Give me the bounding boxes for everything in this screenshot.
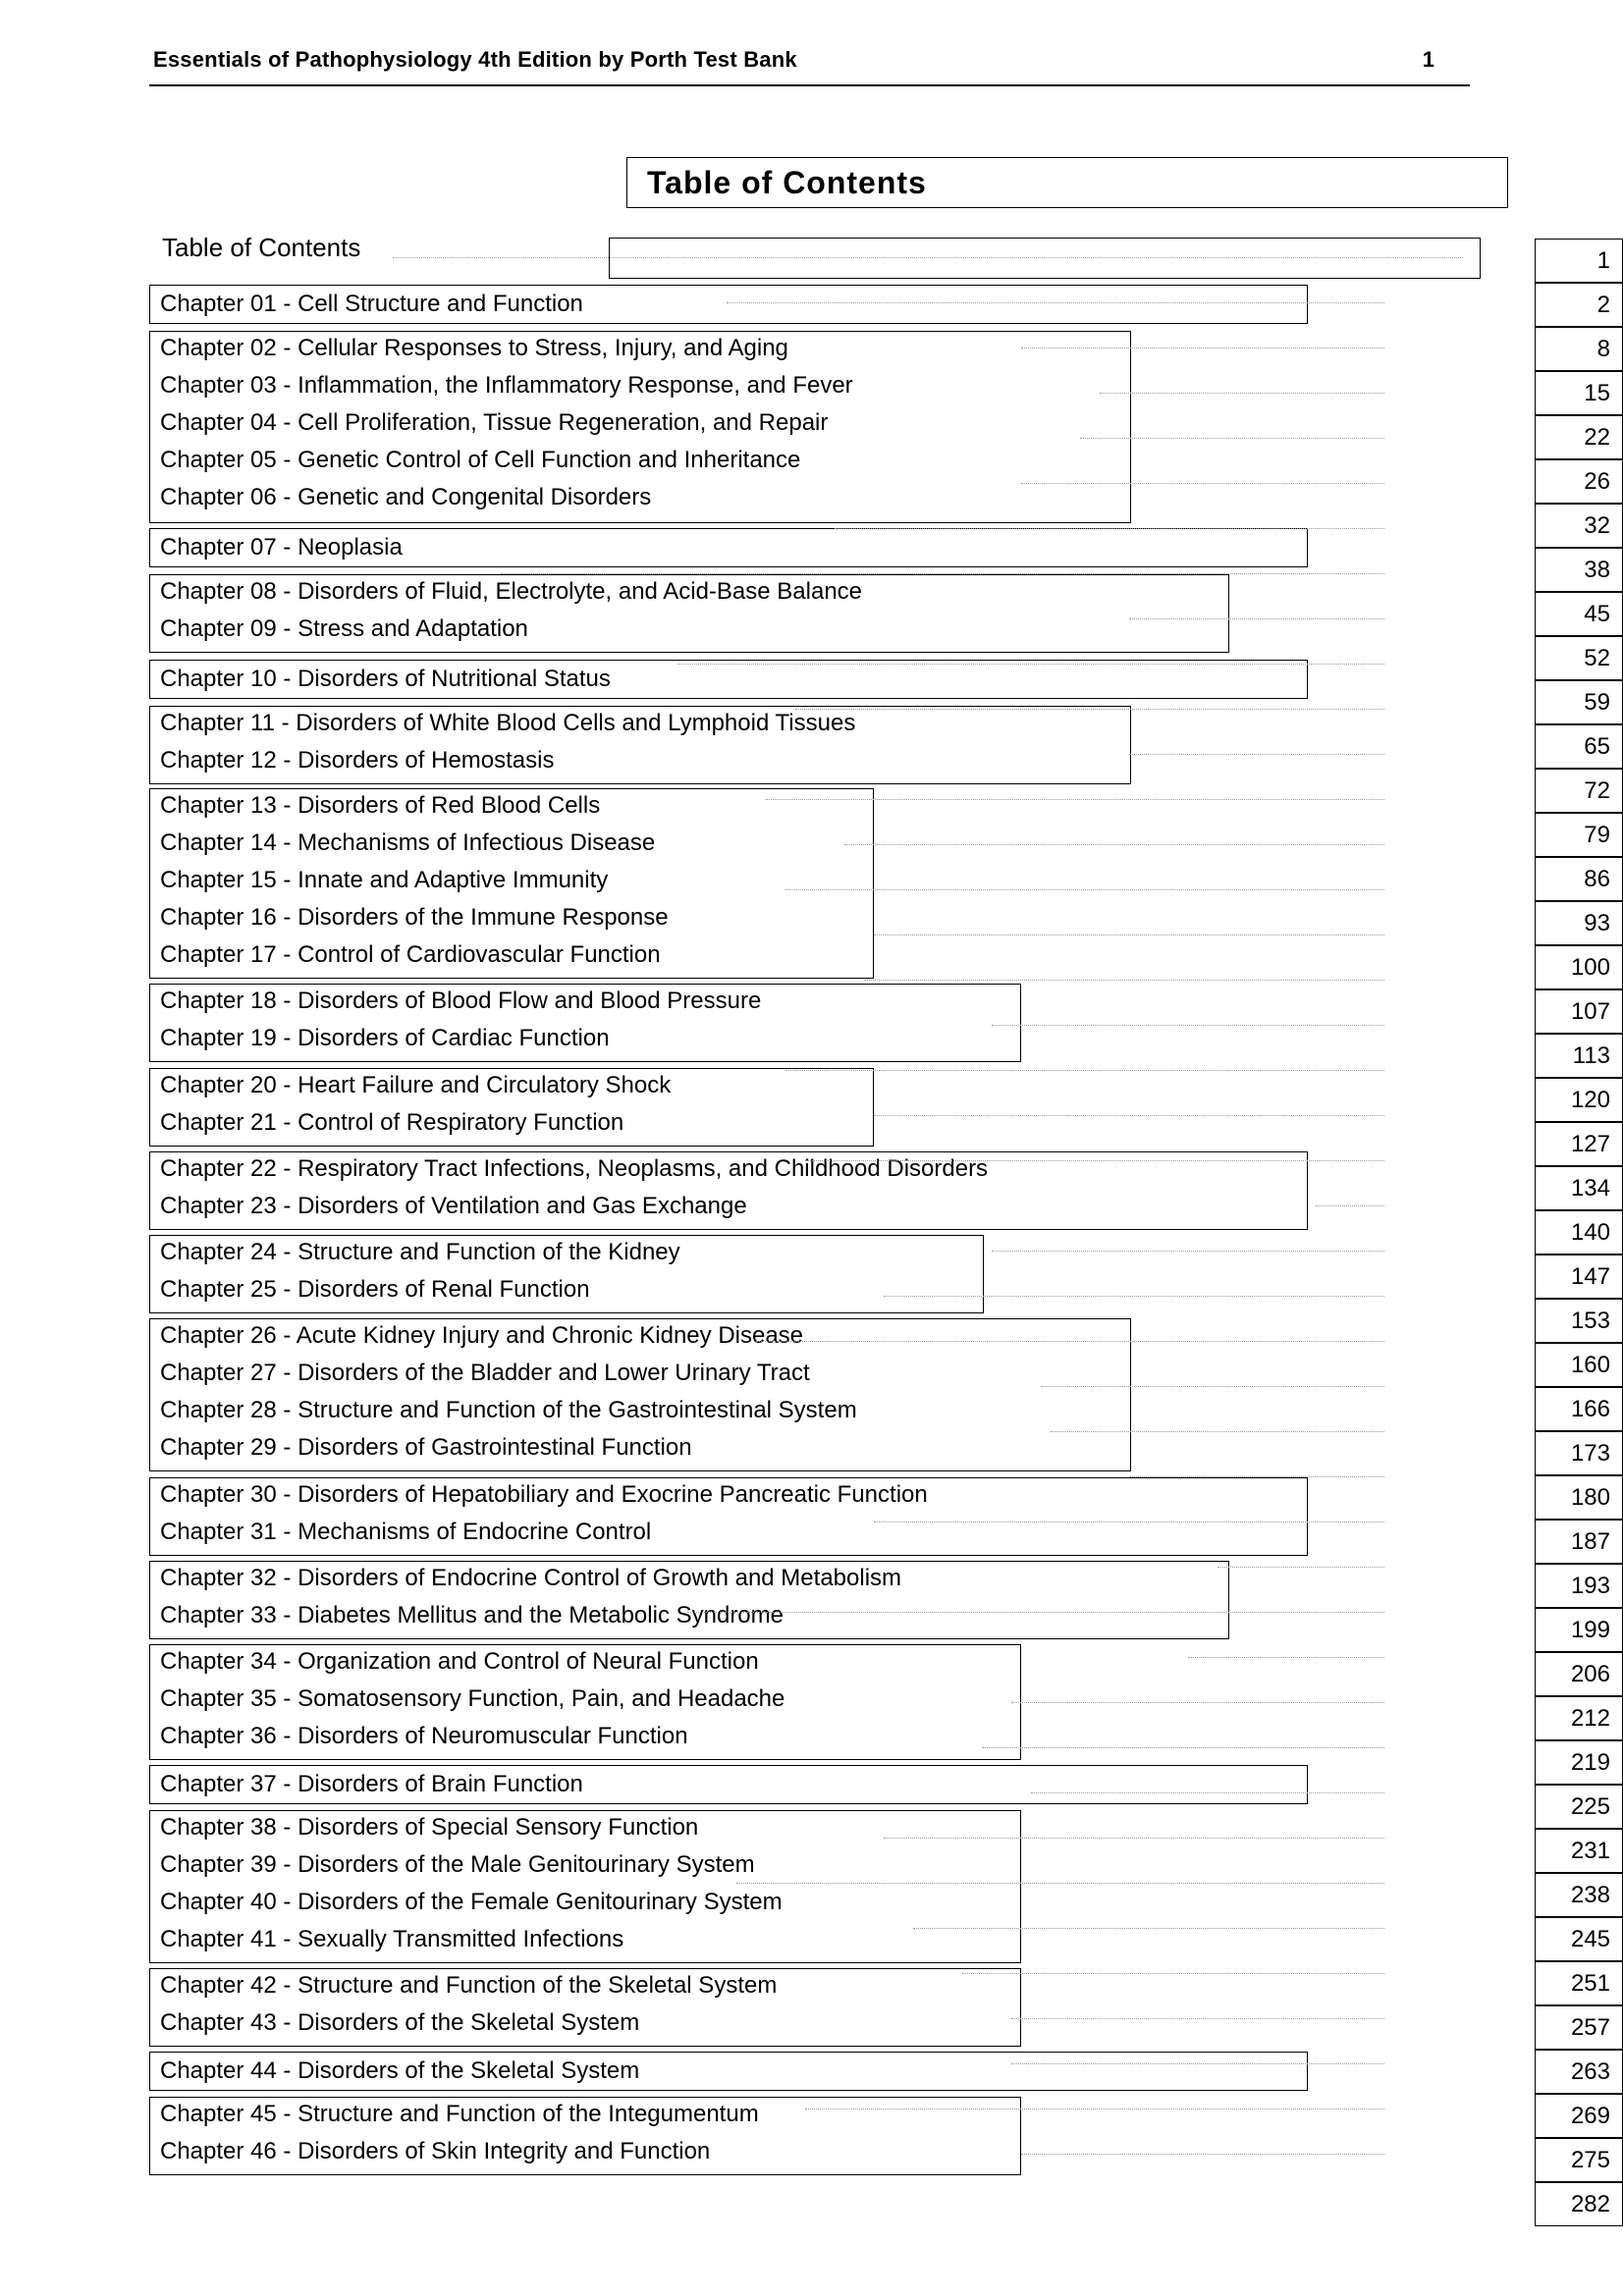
toc-entry-label[interactable]: Chapter 12 - Disorders of Hemostasis [160, 747, 555, 774]
toc-entry-label[interactable]: Chapter 33 - Diabetes Mellitus and the Metabolic Syndrome [160, 1602, 784, 1629]
leader-line [795, 709, 1384, 710]
toc-page-number: 2 [1535, 283, 1623, 327]
toc-entry-label[interactable]: Chapter 28 - Structure and Function of the Gastrointestinal System [160, 1397, 857, 1423]
toc-page-number: 269 [1535, 2094, 1623, 2138]
toc-entry-label[interactable]: Chapter 09 - Stress and Adaptation [160, 615, 528, 642]
toc-page-number: 231 [1535, 1829, 1623, 1873]
leader-line [913, 1928, 1384, 1929]
toc-self-label: Table of Contents [162, 233, 361, 262]
leader-line [1041, 1386, 1384, 1387]
page-title: Table of Contents [647, 164, 927, 200]
toc-entry-label[interactable]: Chapter 05 - Genetic Control of Cell Function and Inheritance [160, 447, 801, 473]
toc-page-number: 238 [1535, 1873, 1623, 1917]
toc-group [149, 706, 1131, 784]
leader-line [727, 302, 1384, 303]
toc-group [149, 1968, 1021, 2047]
toc-entry-label[interactable]: Chapter 19 - Disorders of Cardiac Function [160, 1025, 610, 1051]
toc-entry-label[interactable]: Chapter 21 - Control of Respiratory Function [160, 1109, 624, 1136]
toc-entry-label[interactable]: Chapter 38 - Disorders of Special Sensory Function [160, 1814, 699, 1841]
leader-line [835, 528, 1384, 529]
leader-line [844, 844, 1384, 845]
toc-page-number: 22 [1535, 415, 1623, 459]
toc-page-number: 263 [1535, 2050, 1623, 2094]
toc-self-box [609, 238, 1481, 279]
leader-line [982, 1747, 1384, 1748]
toc-entry-label[interactable]: Chapter 03 - Inflammation, the Inflammatory Response, and Fever [160, 372, 853, 399]
toc-page-number: 1 [1535, 239, 1623, 283]
toc-group [149, 788, 874, 979]
toc-group [149, 574, 1229, 653]
toc-entry-label[interactable]: Chapter 24 - Structure and Function of the Kidney [160, 1239, 680, 1265]
toc-page-number: 257 [1535, 2005, 1623, 2050]
toc-group [149, 1068, 874, 1147]
toc-entry-label[interactable]: Chapter 25 - Disorders of Renal Function [160, 1276, 590, 1303]
toc-entry-label[interactable]: Chapter 30 - Disorders of Hepatobiliary and Exocrine Pancreatic Function [160, 1481, 928, 1508]
toc-page-number: 8 [1535, 327, 1623, 371]
leader-line [874, 934, 1384, 935]
toc-page-number: 45 [1535, 592, 1623, 636]
toc-entry-label[interactable]: Chapter 26 - Acute Kidney Injury and Chronic Kidney Disease [160, 1322, 804, 1349]
toc-page-number: 173 [1535, 1431, 1623, 1475]
toc-page-number: 113 [1535, 1034, 1623, 1078]
leader-line [1011, 1702, 1384, 1703]
toc-entry-label[interactable]: Chapter 23 - Disorders of Ventilation and Gas Exchange [160, 1193, 747, 1219]
toc-entry-label[interactable]: Chapter 17 - Control of Cardiovascular Function [160, 941, 661, 968]
leader-line [1080, 438, 1384, 439]
toc-entry-label[interactable]: Chapter 46 - Disorders of Skin Integrity and Function [160, 2138, 711, 2164]
toc-page-number: 225 [1535, 1785, 1623, 1829]
toc-entry-label[interactable]: Chapter 39 - Disorders of the Male Genitourinary System [160, 1851, 755, 1878]
toc-page-number: 206 [1535, 1652, 1623, 1696]
toc-group [149, 1561, 1229, 1639]
leader-line [1031, 1792, 1384, 1793]
leader-line [884, 1838, 1384, 1839]
leader-line [766, 799, 1384, 800]
toc-page-number: 79 [1535, 813, 1623, 857]
leader-line [992, 1025, 1384, 1026]
toc-page-number: 93 [1535, 901, 1623, 945]
toc-page-number: 199 [1535, 1608, 1623, 1652]
toc-page-number: 180 [1535, 1475, 1623, 1520]
toc-entry-label[interactable]: Chapter 08 - Disorders of Fluid, Electrolyte, and Acid-Base Balance [160, 578, 863, 605]
toc-entry-label[interactable]: Chapter 06 - Genetic and Congenital Disorders [160, 484, 652, 510]
leader-line [884, 1296, 1384, 1297]
toc-entry-label[interactable]: Chapter 14 - Mechanisms of Infectious Disease [160, 829, 656, 856]
toc-page-number: 65 [1535, 724, 1623, 769]
leader-line [874, 1115, 1384, 1116]
toc-entry-label[interactable]: Chapter 31 - Mechanisms of Endocrine Control [160, 1519, 652, 1545]
leader-line [1188, 1657, 1384, 1658]
toc-page-number: 32 [1535, 504, 1623, 548]
leader-line [1129, 754, 1384, 755]
leader-line [1217, 1567, 1384, 1568]
leader-line [1316, 1205, 1384, 1206]
toc-entry-label[interactable]: Chapter 45 - Structure and Function of the Integumentum [160, 2101, 759, 2127]
leader-line [1011, 2018, 1384, 2019]
leader-line [1021, 2154, 1384, 2155]
toc-page-number: 100 [1535, 945, 1623, 989]
toc-entry-label[interactable]: Chapter 29 - Disorders of Gastrointestinal Function [160, 1434, 692, 1461]
toc-page-number: 140 [1535, 1210, 1623, 1255]
toc-entry-label[interactable]: Chapter 13 - Disorders of Red Blood Cells [160, 792, 601, 819]
leader-line [864, 980, 1384, 981]
toc-entry-label[interactable]: Chapter 15 - Innate and Adaptive Immunity [160, 867, 609, 893]
toc-entry-label[interactable]: Chapter 37 - Disorders of Brain Function [160, 1771, 583, 1797]
toc-page-number: 127 [1535, 1122, 1623, 1166]
toc-page-number: 187 [1535, 1520, 1623, 1564]
toc-page-number: 275 [1535, 2138, 1623, 2182]
toc-page-number: 120 [1535, 1078, 1623, 1122]
toc-entry-label[interactable]: Chapter 27 - Disorders of the Bladder and Lower Urinary Tract [160, 1360, 810, 1386]
toc-page-number: 38 [1535, 548, 1623, 592]
toc-entry-label[interactable]: Chapter 36 - Disorders of Neuromuscular Function [160, 1723, 688, 1749]
leader-line [1051, 1431, 1384, 1432]
toc-group [149, 1765, 1308, 1804]
toc-group [149, 984, 1021, 1062]
toc-page-number: 72 [1535, 769, 1623, 813]
toc-page-number: 245 [1535, 1917, 1623, 1961]
toc-group [149, 1151, 1308, 1230]
leader-line [785, 889, 1384, 890]
toc-entry-label[interactable]: Chapter 35 - Somatosensory Function, Pain, and Headache [160, 1685, 785, 1712]
toc-entry-label[interactable]: Chapter 04 - Cell Proliferation, Tissue Regeneration, and Repair [160, 409, 829, 436]
toc-page-number: 15 [1535, 371, 1623, 415]
toc-entry-label[interactable]: Chapter 22 - Respiratory Tract Infections, Neoplasms, and Childhood Disorders [160, 1155, 989, 1182]
toc-page-number: 166 [1535, 1387, 1623, 1431]
leader-line [785, 1070, 1384, 1071]
toc-group [149, 660, 1308, 699]
toc-entry-label[interactable]: Chapter 40 - Disorders of the Female Genitourinary System [160, 1889, 783, 1915]
leader-line [736, 1883, 1384, 1884]
toc-entry-label[interactable]: Chapter 11 - Disorders of White Blood Cells and Lymphoid Tissues [160, 710, 856, 736]
toc-page-number: 52 [1535, 636, 1623, 680]
toc-entry-label[interactable]: Chapter 44 - Disorders of the Skeletal System [160, 2057, 640, 2084]
toc-group [149, 331, 1131, 523]
leader-line [1011, 2063, 1384, 2064]
toc-entry-label[interactable]: Chapter 01 - Cell Structure and Function [160, 291, 583, 317]
toc-page-number: 86 [1535, 857, 1623, 901]
toc-page-number: 193 [1535, 1564, 1623, 1608]
leader-line [756, 1341, 1384, 1342]
toc-page-number: 107 [1535, 989, 1623, 1034]
toc-group [149, 1235, 984, 1313]
toc-entry-label[interactable]: Chapter 34 - Organization and Control of Neural Function [160, 1648, 759, 1675]
toc-page-number: 160 [1535, 1343, 1623, 1387]
toc-page-number: 212 [1535, 1696, 1623, 1740]
toc-page-number: 282 [1535, 2182, 1623, 2226]
toc-page-number: 153 [1535, 1299, 1623, 1343]
toc-page-number: 219 [1535, 1740, 1623, 1785]
leader-line [687, 1612, 1384, 1613]
toc-entry-label[interactable]: Chapter 41 - Sexually Transmitted Infections [160, 1926, 624, 1952]
header-page-number: 1 [1422, 47, 1434, 72]
leader-line [1129, 1476, 1384, 1477]
toc-group [149, 1477, 1308, 1556]
leader-line [1129, 618, 1384, 619]
toc-entry-label[interactable]: Chapter 07 - Neoplasia [160, 534, 403, 561]
toc-page-number: 134 [1535, 1166, 1623, 1210]
toc-group [149, 1810, 1021, 1963]
leader-line [1021, 347, 1384, 348]
toc-page-number: 59 [1535, 680, 1623, 724]
toc-entry-label[interactable]: Chapter 18 - Disorders of Blood Flow and Blood Pressure [160, 988, 762, 1014]
leader-line [962, 1973, 1384, 1974]
leader-line [501, 573, 1384, 574]
toc-entry-label[interactable]: Chapter 10 - Disorders of Nutritional Status [160, 666, 611, 692]
leader-line [1100, 393, 1384, 394]
toc-group [149, 285, 1308, 324]
toc-entry-label[interactable]: Chapter 16 - Disorders of the Immune Response [160, 904, 669, 931]
toc-entry-label[interactable]: Chapter 42 - Structure and Function of the Skeletal System [160, 1972, 778, 1999]
leader-line [1021, 483, 1384, 484]
toc-page-number: 147 [1535, 1255, 1623, 1299]
leader-line [393, 257, 1463, 258]
leader-line [677, 664, 1384, 665]
toc-entry-label[interactable]: Chapter 02 - Cellular Responses to Stress, Injury, and Aging [160, 335, 788, 361]
header-title: Essentials of Pathophysiology 4th Edition by Porth Test Bank [153, 47, 797, 72]
toc-group [149, 2052, 1308, 2091]
toc-page-number: 26 [1535, 459, 1623, 504]
toc-group [149, 528, 1308, 567]
toc-entry-label[interactable]: Chapter 32 - Disorders of Endocrine Control of Growth and Metabolism [160, 1565, 902, 1591]
leader-line [805, 1160, 1384, 1161]
toc-page-number: 251 [1535, 1961, 1623, 2005]
toc-group [149, 1644, 1021, 1760]
toc-entry-label[interactable]: Chapter 43 - Disorders of the Skeletal System [160, 2009, 640, 2036]
toc-entry-label[interactable]: Chapter 20 - Heart Failure and Circulatory Shock [160, 1072, 672, 1098]
leader-line [992, 1251, 1384, 1252]
